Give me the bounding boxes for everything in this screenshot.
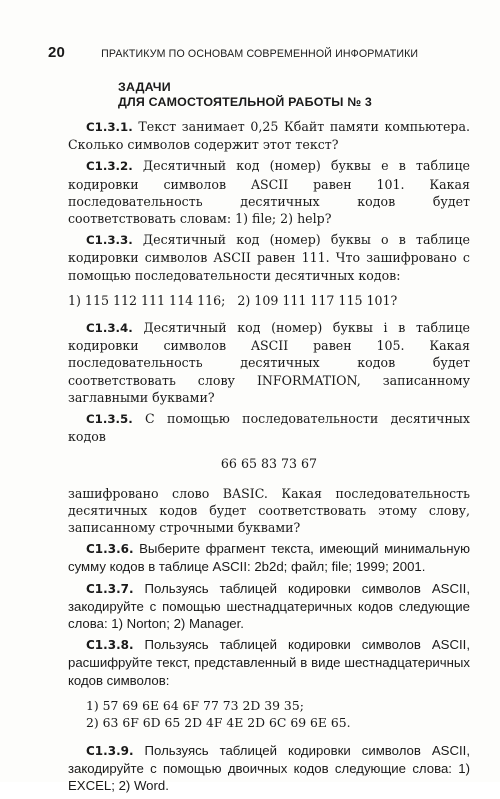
hex-line-2: 2) 63 6F 6D 65 2D 4F 4E 2D 6C 69 6E 65. — [86, 715, 351, 731]
problem-c1-3-3 — [68, 231, 470, 284]
problem-c1-3-8-hex-codes — [86, 697, 470, 732]
section-title-line-2: ДЛЯ САМОСТОЯТЕЛЬНОЙ РАБОТЫ № 3 — [118, 95, 373, 109]
problem-id: С1.3.4. — [86, 321, 133, 336]
problem-text: Текст занимает 0,25 Кбайт памяти компьютера. Сколько символов содержит этот текст? — [68, 119, 470, 153]
problem-c1-3-5 — [68, 410, 470, 445]
problem-c1-3-2 — [68, 157, 470, 227]
problem-text: Пользуясь таблицей кодировки символов ASCII, расшифруйте текст, представленный в виде шестнадцатеричных кодов символов: — [68, 637, 470, 688]
problem-id: С1.3.9. — [86, 743, 134, 758]
problem-text: Выберите фрагмент текста, имеющий минимальную сумму кодов в таблице ASCII: 2b2d; файл; file; 1999; 2001. — [68, 541, 470, 575]
page-content — [68, 80, 470, 799]
problem-text: Десятичный код (номер) буквы i в таблице кодировки символов ASCII равен 105. Какая последовательность десятичных кодов будет соответствовать слову INFORMATION, записанному заглавными буквами? — [68, 320, 470, 405]
problem-c1-3-1 — [68, 118, 470, 153]
running-title: ПРАКТИКУМ ПО ОСНОВАМ СОВРЕМЕННОЙ ИНФОРМАТИКИ — [101, 48, 419, 60]
section-title-line-1: ЗАДАЧИ — [118, 80, 171, 94]
problem-id: С1.3.7. — [86, 581, 134, 596]
problem-id: С1.3.3. — [86, 233, 133, 248]
problem-text: Десятичный код (номер) буквы o в таблице кодировки символов ASCII равен 111. Что зашифровано с помощью последовательности десятичных кодов: — [68, 232, 470, 283]
problem-id: С1.3.2. — [86, 159, 133, 174]
problem-text: Пользуясь таблицей кодировки символов ASCII, закодируйте с помощью шестнадцатеричных кодов следующие слова: 1) Norton; 2) Manager. — [68, 580, 470, 632]
problem-text: С помощью последовательности десятичных кодов — [68, 411, 470, 445]
hex-line-1: 1) 57 69 6E 64 6F 77 73 2D 39 35; — [86, 697, 304, 713]
problem-id: С1.3.5. — [86, 412, 133, 427]
problem-c1-3-6 — [68, 540, 470, 575]
problem-c1-3-5-codes: 66 65 83 73 67 — [220, 456, 318, 472]
problem-c1-3-8 — [68, 636, 470, 689]
page-number: 20 — [48, 44, 66, 61]
problem-c1-3-4 — [68, 319, 470, 406]
page-header — [48, 44, 472, 64]
problem-text: Десятичный код (номер) буквы e в таблице кодировки символов ASCII равен 101. Какая последовательность десятичных кодов будет соответствовать словам: 1) file; 2) help? — [68, 158, 470, 227]
problem-text: Пользуясь таблицей кодировки символов ASCII, закодируйте с помощью двоичных кодов следующие слова: 1) EXCEL; 2) Word. — [68, 742, 470, 794]
problem-id: С1.3.8. — [86, 638, 134, 653]
section-title — [118, 80, 470, 110]
problem-c1-3-9 — [68, 742, 470, 795]
problem-c1-3-3-codes: 1) 115 112 111 114 116; 2) 109 111 117 115 101? — [68, 292, 398, 308]
problem-id: С1.3.6. — [86, 542, 134, 557]
problem-c1-3-5-continuation: зашифровано слово BASIC. Какая последовательность десятичных кодов будет соответствовать этому слову, записанному строчными буквами? — [68, 485, 470, 536]
problem-c1-3-7 — [68, 580, 470, 633]
problem-id: С1.3.1. — [86, 120, 133, 134]
